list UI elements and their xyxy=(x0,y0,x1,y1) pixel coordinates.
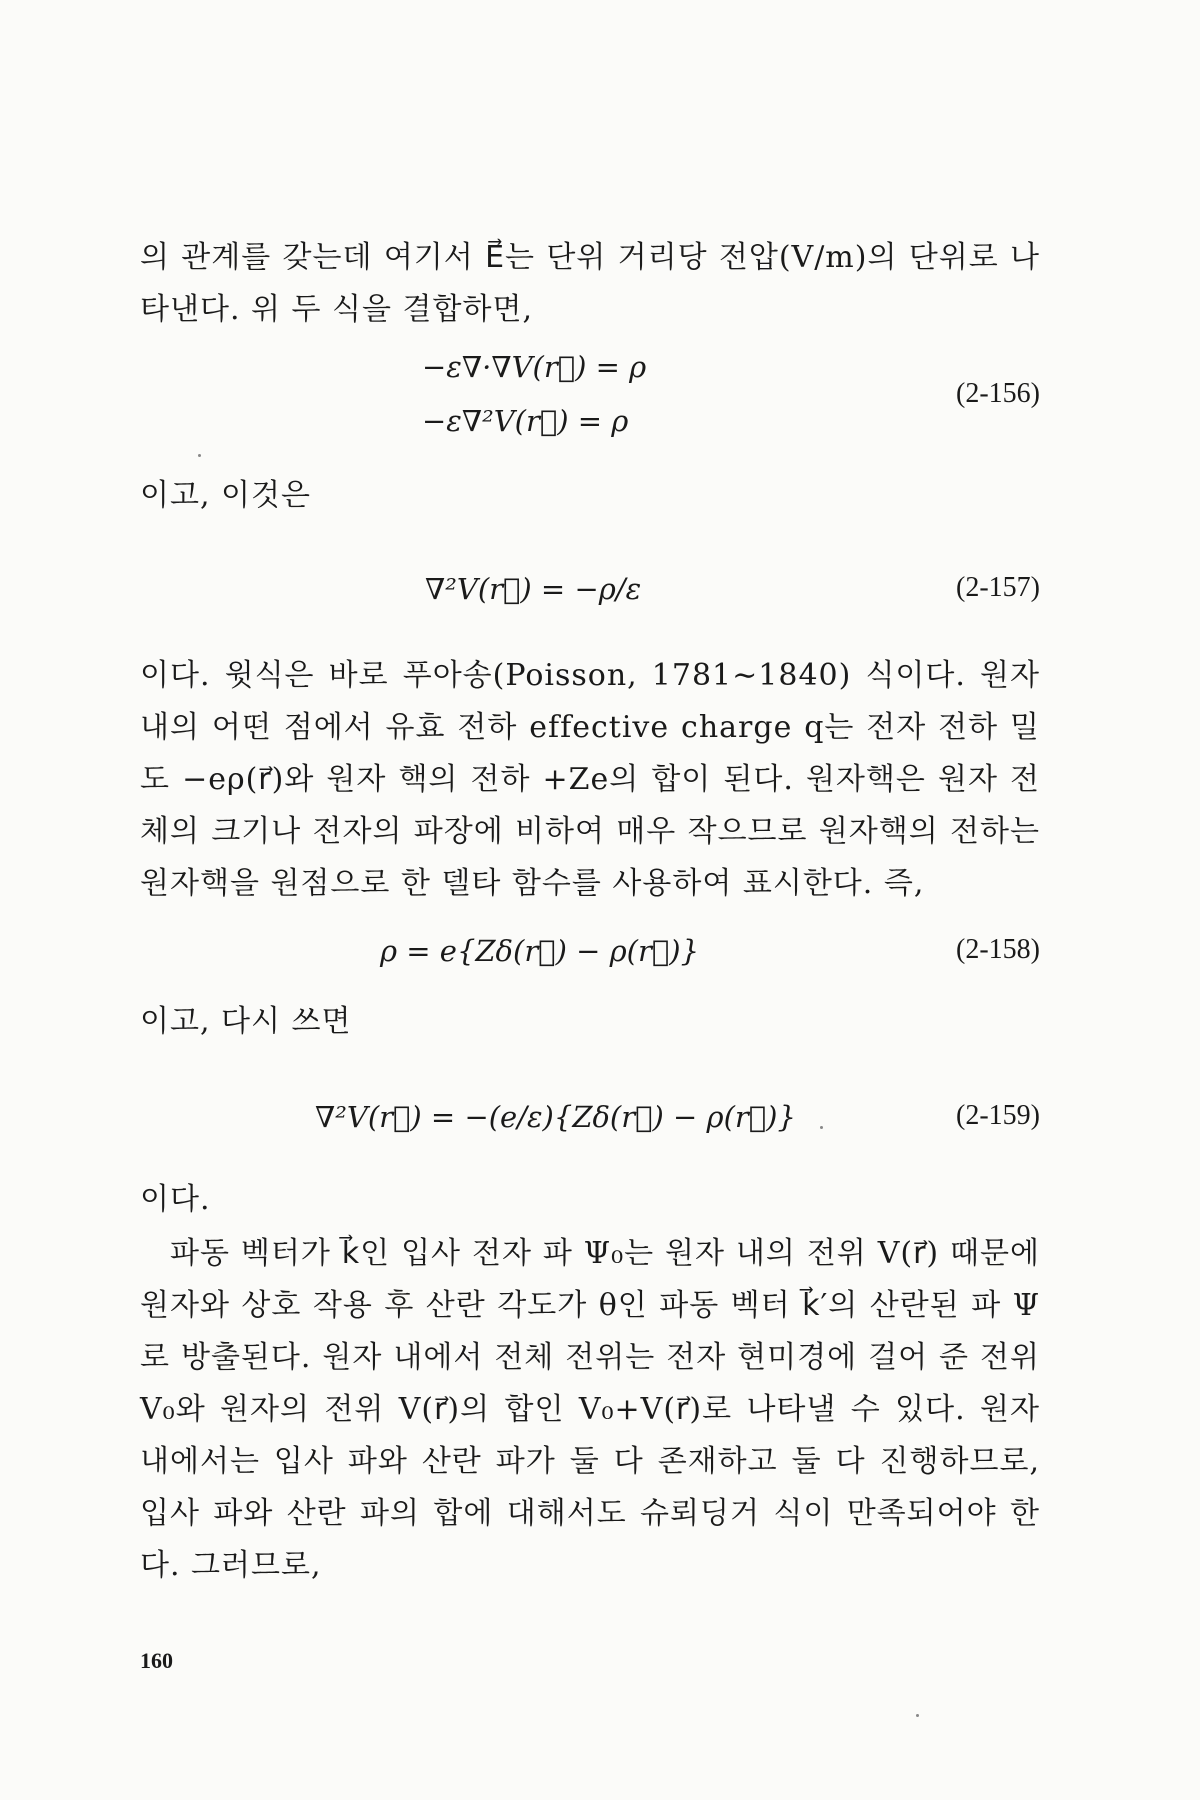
paragraph-poisson: 이다. 윗식은 바로 푸아송(Poisson, 1781∼1840) 식이다. 원자 내의 어떤 점에서 유효 전하 effective charge q는 전자 전하 밀도 −eρ(r⃗)와 원자 핵의 전하 +Ze의 합이 된다. 원자핵은 원자 전체의 크기나 전자의 파장에 비하여 매우 작으므로 원자핵의 전하는 원자핵을 원점으로 한 델타 함수를 사용하여 표시한다. 즉, xyxy=(140,658,1040,901)
equation-2-158-body: ρ = e{Zδ(r⃗) − ρ(r⃗)} xyxy=(380,934,700,968)
equation-number-2-156: (2-156) xyxy=(956,378,1040,409)
speck-mark xyxy=(820,1126,823,1129)
text-ida: 이다. xyxy=(140,1182,211,1217)
equation-2-157 xyxy=(140,562,1040,622)
equation-2-157-body: ∇²V(r⃗) = −ρ/ε xyxy=(425,572,642,606)
equation-2-156 xyxy=(140,350,1040,438)
equation-number-2-158: (2-158) xyxy=(956,934,1040,965)
equation-number-2-159: (2-159) xyxy=(956,1100,1040,1131)
speck-mark xyxy=(198,454,201,457)
paragraph-scattering: 파동 벡터가 k⃗인 입사 전자 파 Ψ₀는 원자 내의 전위 V(r⃗) 때문에 원자와 상호 작용 후 산란 각도가 θ인 파동 벡터 k⃗′의 산란된 파 Ψ로 방출된다. 원자 내에서 전체 전위는 전자 현미경에 걸어 준 전위 V₀와 원자의 전위 V(r⃗)의 합인 V₀+V(r⃗)로 나타낼 수 있다. 원자 내에서는 입사 파와 산란 파가 둘 다 존재하고 둘 다 진행하므로, 입사 파와 산란 파의 합에 대해서도 슈뢰딩거 식이 만족되어야 한다. 그러므로, xyxy=(140,1236,1040,1583)
equation-2-156-line2: −ε∇²V(r⃗) = ρ xyxy=(422,404,629,438)
speck-mark xyxy=(916,1714,919,1717)
equation-2-159-body: ∇²V(r⃗) = −(e/ε){Zδ(r⃗) − ρ(r⃗)} xyxy=(315,1100,796,1134)
equation-2-159 xyxy=(140,1086,1040,1146)
equation-2-158 xyxy=(140,928,1040,988)
page-number: 160 xyxy=(140,1648,173,1673)
equation-number-2-157: (2-157) xyxy=(956,572,1040,603)
equation-2-156-line1: −ε∇·∇V(r⃗) = ρ xyxy=(422,350,647,384)
text-igo-2: 이고, 다시 쓰면 xyxy=(140,1004,352,1039)
paragraph-intro: 의 관계를 갖는데 여기서 E⃗는 단위 거리당 전압(V/m)의 단위로 나타낸다. 위 두 식을 결합하면, xyxy=(140,240,1040,327)
text-igo-1: 이고, 이것은 xyxy=(140,478,311,513)
